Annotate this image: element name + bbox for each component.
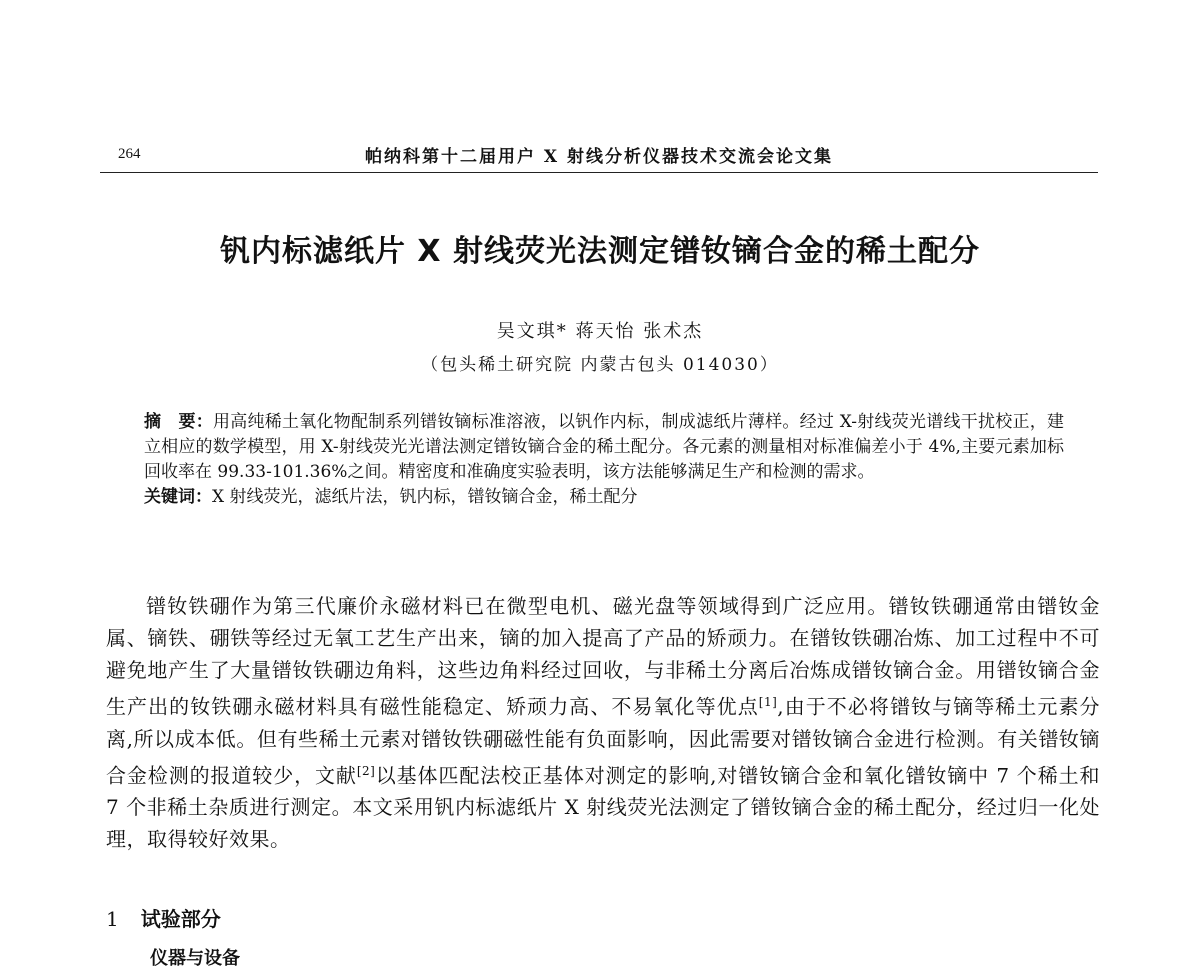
authors: 吴文琪* 蒋天怡 张术杰 — [496, 321, 704, 342]
reference-1: [1] — [758, 695, 778, 709]
body-text-1: 镨钕铁硼作为第三代廉价永磁材料已在微型电机、磁光盘等领域得到广泛应用。镨钕铁硼通常由镨钕金属、镝铁、硼铁等经过无氧工艺生产出来，镝的加入提高了产品的矫顽力。在镨钕铁硼冶炼、加工过程中不可避免地产生了大量镨钕铁硼边角料，这些边角料经过回收，与非稀土分离后冶炼成镨钕镝合金。用镨钕镝合金生产出的钕铁硼永磁材料具有磁性能稳定、矫顽力高、不易氧化等优点 — [106, 594, 1100, 719]
body-paragraph — [106, 590, 1100, 855]
page-header — [100, 140, 1098, 172]
keywords-text: X 射线荧光，滤纸片法，钒内标，镨钕镝合金，稀土配分 — [212, 487, 638, 507]
page-number: 264 — [118, 146, 141, 162]
keywords-label: 关键词： — [144, 487, 212, 507]
section-heading — [106, 903, 221, 932]
paper-title: 钒内标滤纸片 X 射线荧光法测定镨钕镝合金的稀土配分 — [219, 234, 981, 269]
header-rule — [100, 172, 1098, 173]
abstract — [144, 410, 1064, 510]
keywords-line — [144, 485, 1064, 510]
subsection-heading: 仪器与设备 — [150, 948, 240, 969]
section-number: 1 — [106, 907, 119, 931]
abstract-label: 摘 要： — [144, 412, 214, 432]
body-text-2: ,由于不必将镨钕与镝等稀土元素分离,所以成本低。但有些稀土元素对镨钕铁硼磁性能有负面影响，因此需要对镨钕镝合金进行检测。有关镨钕镝合金检测的报道较少，文献 — [106, 694, 1100, 788]
running-head: 帕纳科第十二届用户 X 射线分析仪器技术交流会论文集 — [364, 147, 834, 167]
section-title: 试验部分 — [140, 907, 221, 931]
introduction — [106, 590, 1100, 855]
reference-2: [2] — [356, 763, 376, 778]
affiliation: （包头稀土研究院 内蒙古包头 014030） — [421, 355, 779, 375]
abstract-text: 用高纯稀土氧化物配制系列镨钕镝标准溶液，以钒作内标，制成滤纸片薄样。经过 X-射线荧光谱线干扰校正，建立相应的数学模型，用 X-射线荧光光谱法测定镨钕镝合金的稀土配分。各元素的测量相对标准偏差小于 4%,主要元素加标回收率在 99.33-101.36%之间。精密度和准确度实验表明，该方法能够满足生产和检测的需求。 — [144, 412, 1064, 482]
abstract-paragraph — [144, 410, 1064, 485]
body-text-3: 以基体匹配法校正基体对测定的影响,对镨钕镝合金和氧化镨钕镝中 7 个稀土和 7 个非稀土杂质进行测定。本文采用钒内标滤纸片 X 射线荧光法测定了镨钕镝合金的稀土配分，经过归一化处理，取得较好效果。 — [106, 763, 1101, 852]
